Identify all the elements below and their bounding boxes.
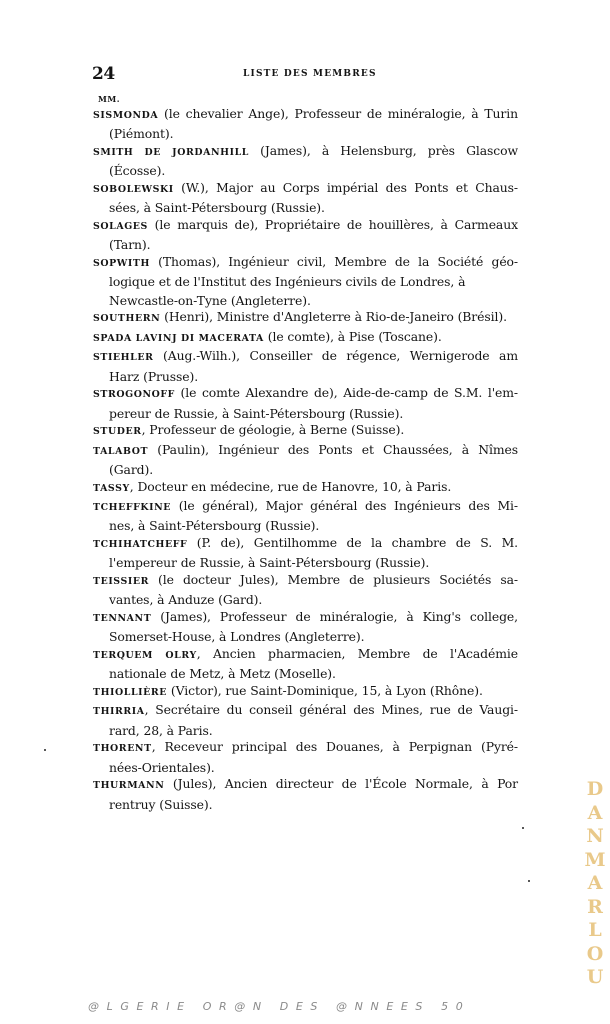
member-entry [93, 608, 518, 645]
member-description: nes, à Saint-Pétersbourg (Russie). [109, 518, 320, 534]
member-description: rard, 28, à Paris. [109, 722, 213, 738]
member-description: (le chevalier Ange), Professeur de minéralogie, à Turin [158, 106, 518, 121]
member-description: (le docteur Jules), Membre de plusieurs Sociétés sa- [148, 571, 518, 587]
member-description: (P. de), Gentilhomme de la chambre de S. M. [187, 534, 518, 550]
member-description: (Henri), Ministre d'Angleterre à Rio-de-Janeiro (Brésil). [160, 309, 507, 325]
entry-first-line [93, 179, 518, 199]
member-description: (Paulin), Ingénieur des Ponts et Chaussées, à Nîmes [148, 441, 518, 457]
entry-continuation-line [93, 796, 518, 814]
member-surname: STIEHLER [93, 352, 154, 364]
entry-first-line [93, 478, 518, 498]
entry-first-line [93, 216, 518, 236]
entry-first-line [93, 682, 518, 702]
member-description: (Thomas), Ingénieur civil, Membre de la Société géo- [149, 254, 518, 269]
member-description: (Tarn). [109, 237, 151, 253]
member-surname: TERQUEM OLRY [93, 649, 197, 661]
entry-first-line [93, 347, 518, 367]
member-entry [93, 701, 518, 738]
member-entry [93, 421, 518, 440]
member-surname: TEISSIER [93, 575, 149, 587]
member-description: (Jules), Ancien directeur de l'École Normale, à Por [164, 776, 518, 792]
side-watermark-letter: A [587, 872, 603, 894]
member-surname: SMITH DE JORDANHILL [93, 147, 249, 158]
side-watermark-letter: U [586, 966, 604, 988]
member-description: (le marquis de), Propriétaire de houillères, à Carmeaux [147, 217, 518, 232]
side-watermark-letter: A [587, 801, 603, 824]
member-entry [93, 216, 518, 253]
ink-speck [528, 880, 530, 882]
member-description: (le général), Major général des Ingénieurs des Mi- [171, 497, 518, 513]
side-watermark-letter: M [584, 848, 606, 871]
entry-first-line [93, 441, 518, 461]
member-description: (Piémont). [109, 126, 174, 142]
member-surname: SOUTHERN [93, 313, 161, 325]
ink-speck [522, 827, 524, 829]
member-description: rentruy (Suisse). [109, 796, 213, 812]
member-surname: TCHIHATCHEFF [93, 538, 188, 550]
member-description: (James), Professeur de minéralogie, à King's college, [151, 608, 518, 624]
member-entry [93, 534, 518, 571]
member-description: (Écosse). [109, 163, 166, 179]
member-entry [93, 571, 518, 608]
member-surname: TCHEFFKINE [93, 501, 172, 513]
member-entry [93, 384, 518, 421]
member-surname: TALABOT [93, 445, 149, 457]
entry-first-line [93, 534, 518, 554]
running-title: LISTE DES MEMBRES [243, 69, 377, 79]
member-description: Newcastle-on-Tyne (Angleterre). [109, 292, 311, 308]
member-description: , Professeur de géologie, à Berne (Suisse). [141, 422, 405, 438]
member-description: , Secrétaire du conseil général des Mines, rue de Vaugi- [144, 702, 518, 718]
member-description: l'empereur de Russie, à Saint-Pétersbourg (Russie). [109, 555, 430, 571]
member-description: (Gard). [109, 461, 154, 477]
member-entry [93, 308, 518, 327]
member-description: vantes, à Anduze (Gard). [109, 592, 263, 608]
member-surname: SOLAGES [93, 221, 148, 232]
entry-first-line [93, 571, 518, 591]
member-surname: SPADA LAVINJ DI MACERATA [93, 332, 264, 344]
entry-first-line [93, 142, 518, 162]
entry-first-line [93, 384, 518, 404]
member-description: nationale de Metz, à Metz (Moselle). [109, 666, 336, 682]
member-entry [93, 645, 518, 682]
member-entry [93, 347, 518, 384]
side-watermark [584, 778, 606, 990]
member-description: (W.), Major au Corps impérial des Ponts et Chaus- [173, 180, 518, 195]
member-surname: THORENT [93, 743, 152, 755]
side-watermark-letter: R [587, 895, 603, 918]
entry-continuation-line [93, 273, 518, 291]
member-entry [93, 253, 518, 308]
member-surname: TENNANT [93, 612, 152, 624]
member-surname: SOPWITH [93, 258, 150, 269]
member-description: (Victor), rue Saint-Dominique, 15, à Lyon (Rhône). [167, 682, 483, 698]
member-description: (le comte Alexandre de), Aide-de-camp de S.M. l'em- [174, 385, 518, 401]
entry-first-line [93, 608, 518, 628]
member-entry [93, 328, 518, 347]
member-entry [93, 738, 518, 775]
member-surname: TASSY [93, 482, 130, 494]
member-entry [93, 105, 518, 142]
entry-first-line [93, 421, 518, 441]
member-surname: SOBOLEWSKI [93, 184, 174, 195]
member-surname: THURMANN [93, 780, 165, 792]
entry-first-line [93, 701, 518, 721]
member-description: Somerset-House, à Londres (Angleterre). [109, 629, 365, 645]
member-list [93, 105, 518, 812]
member-description: (James), à Helensburg, près Glascow [248, 143, 518, 158]
member-entry [93, 142, 518, 179]
entry-first-line [93, 775, 518, 795]
member-surname: THIRRIA [93, 706, 145, 718]
mm-label: MM. [98, 94, 120, 104]
member-description: (le comte), à Pise (Toscane). [263, 328, 442, 344]
ink-speck [44, 749, 46, 751]
entry-first-line [93, 308, 518, 328]
entry-first-line [93, 253, 518, 273]
member-description: , Receveur principal des Douanes, à Perpignan (Pyré- [151, 739, 518, 755]
member-entry [93, 775, 518, 812]
entry-first-line [93, 738, 518, 758]
member-surname: STROGONOFF [93, 389, 175, 401]
entry-first-line [93, 105, 518, 125]
member-description: , Docteur en médecine, rue de Hanovre, 10, à Paris. [129, 478, 452, 494]
side-watermark-letter: L [588, 919, 602, 941]
member-description: logique et de l'Institut des Ingénieurs civils de Londres, à [109, 274, 466, 290]
member-description: (Aug.-Wilh.), Conseiller de régence, Wernigerode am [153, 348, 518, 364]
member-entry [93, 478, 518, 497]
member-description: sées, à Saint-Pétersbourg (Russie). [109, 200, 325, 216]
member-description: pereur de Russie, à Saint-Pétersbourg (Russie). [109, 405, 404, 421]
entry-first-line [93, 645, 518, 665]
page-number: 24 [92, 64, 115, 84]
member-entry [93, 179, 518, 216]
entry-first-line [93, 328, 518, 348]
bottom-watermark: @LGERIE OR@N DES @NNEES 50 [88, 1000, 471, 1013]
side-watermark-letter: O [586, 942, 604, 965]
member-description: , Ancien pharmacien, Membre de l'Académie [196, 645, 518, 661]
side-watermark-letter: N [586, 825, 604, 847]
member-entry [93, 497, 518, 534]
member-description: Harz (Prusse). [109, 368, 199, 384]
member-surname: SISMONDA [93, 110, 159, 121]
entry-first-line [93, 497, 518, 517]
member-entry [93, 441, 518, 478]
member-entry [93, 682, 518, 701]
member-surname: THIOLLIÈRE [93, 686, 168, 698]
side-watermark-letter: D [586, 778, 604, 800]
member-description: nées-Orientales). [109, 759, 215, 775]
member-surname: STUDER [93, 426, 142, 438]
